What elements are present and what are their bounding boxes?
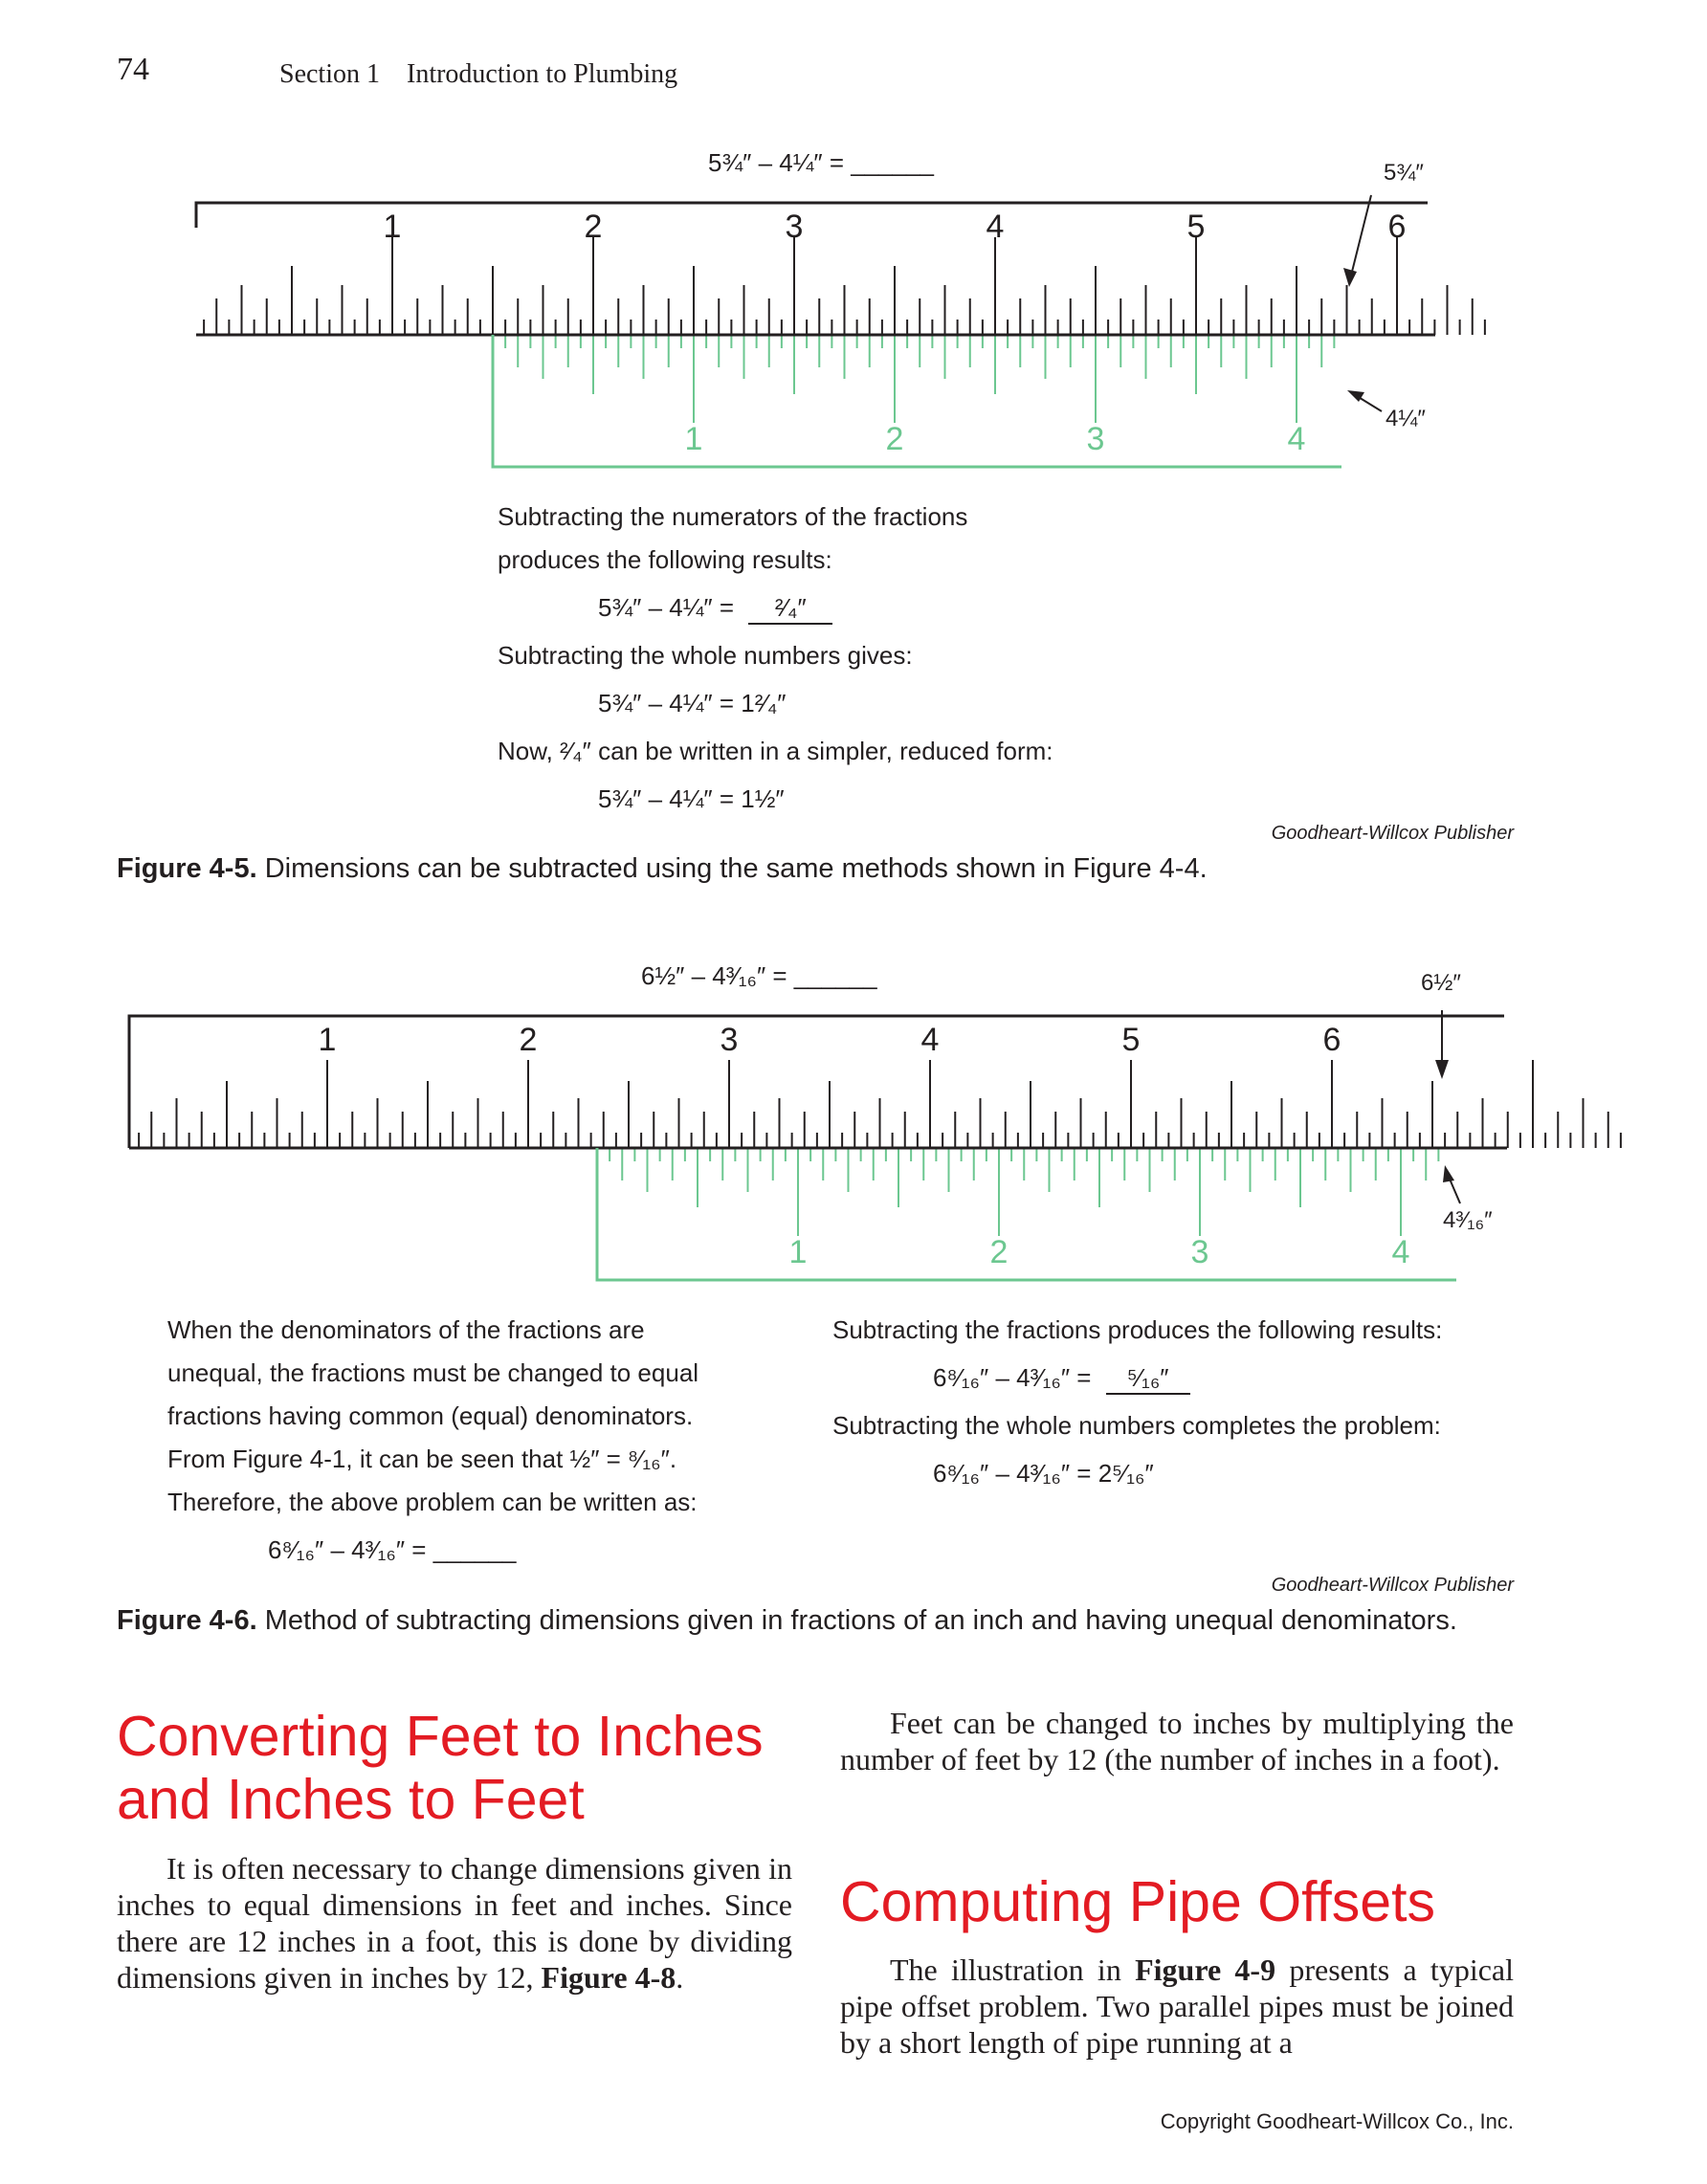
- fig46-bottom-ruler-number: 3: [1190, 1234, 1209, 1270]
- fig46-right-eq1-answer: ⁵⁄₁₆″: [1106, 1363, 1190, 1395]
- section1-p1-end: .: [676, 1960, 684, 1995]
- section2-p-end: presents a typical pipe offset problem. Two parallel pipes must be joined by a short length of pipe running at a: [840, 1952, 1515, 2060]
- fig46-bottom-ruler-number: 1: [788, 1234, 808, 1270]
- fig45-eq2: 5¾″ – 4¼″ = 1²⁄₄″: [598, 689, 787, 717]
- fig46-left-eq: 6⁸⁄₁₆″ – 4³⁄₁₆″ = ______: [268, 1535, 517, 1564]
- fig45-top-ruler-number: 6: [1387, 209, 1407, 245]
- fig45-eq1-left: 5¾″ – 4¼″ =: [598, 593, 735, 622]
- fig46-top-ruler-number: 2: [519, 1022, 538, 1058]
- fig46-right-eq1-left: 6⁸⁄₁₆″ – 4³⁄₁₆″ =: [933, 1363, 1092, 1392]
- section1-paragraph2: [840, 1705, 1514, 1777]
- section2-p-start: The illustration in: [890, 1952, 1136, 1987]
- fig46-top-ruler-number: 4: [920, 1022, 940, 1058]
- fig46-arrowhead-bottom: [1443, 1165, 1454, 1182]
- fig45-note3: Subtracting the whole numbers gives:: [498, 641, 913, 670]
- fig46-caption-text: Method of subtracting dimensions given in fractions of an inch and having unequal denominators.: [256, 1605, 1457, 1636]
- fig45-label-bottom: 4¼″: [1386, 406, 1426, 431]
- section2-figure-ref: Figure 4-9: [1135, 1952, 1276, 1987]
- fig46-top-ruler-number: 1: [318, 1022, 337, 1058]
- fig46-bottom-ruler-number: 4: [1391, 1234, 1410, 1270]
- fig46-arrowhead-top: [1435, 1060, 1449, 1079]
- fig46-caption: [117, 1605, 1457, 1637]
- fig46-left-note4: From Figure 4-1, it can be seen that ½″ = ⁸⁄₁₆″.: [167, 1445, 677, 1473]
- fig45-credit: Goodheart-Willcox Publisher: [1271, 823, 1514, 844]
- fig45-top-ruler-number: 5: [1186, 209, 1206, 245]
- section2-heading: Computing Pipe Offsets: [840, 1870, 1436, 1933]
- fig46-top-ruler-number: 5: [1121, 1022, 1141, 1058]
- fig45-bottom-ruler-number: 3: [1086, 421, 1105, 457]
- fig45-bottom-ruler-number: 2: [885, 421, 904, 457]
- fig46-right-eq1: [933, 1363, 1190, 1395]
- section1-p1-figure-ref: Figure 4-8: [541, 1960, 676, 1995]
- fig45-note2: produces the following results:: [498, 545, 832, 574]
- fig46-credit: Goodheart-Willcox Publisher: [1271, 1575, 1514, 1596]
- fig46-right-note2: Subtracting the whole numbers completes the problem:: [832, 1411, 1441, 1440]
- fig45-caption-text: Dimensions can be subtracted using the same methods shown in Figure 4-4.: [256, 853, 1208, 884]
- fig45-eq1-answer: ²⁄₄″: [748, 593, 832, 625]
- fig46-label-bottom: 4³⁄₁₆″: [1443, 1207, 1493, 1233]
- fig45-caption-label: Figure 4-5.: [117, 853, 257, 884]
- fig45-problem: 5¾″ – 4¼″ = ______: [708, 148, 934, 177]
- section1-heading: [117, 1705, 764, 1831]
- fig45-top-ruler-number: 3: [785, 209, 804, 245]
- fig45-bottom-ruler-number: 4: [1287, 421, 1306, 457]
- fig46-left-note5: Therefore, the above problem can be written as:: [167, 1488, 698, 1516]
- fig46-left-note2: unequal, the fractions must be changed to equal: [167, 1358, 699, 1387]
- fig46-problem: 6½″ – 4³⁄₁₆″ = ______: [641, 961, 877, 990]
- fig46-caption-label: Figure 4-6.: [117, 1605, 257, 1636]
- fig46-top-ruler-number: 3: [720, 1022, 739, 1058]
- section1-heading-line2: and Inches to Feet: [117, 1768, 585, 1831]
- fig46-top-ruler-number: 6: [1322, 1022, 1341, 1058]
- running-head-section: Section 1: [279, 59, 380, 89]
- page-number: 74: [117, 52, 149, 87]
- fig46-bottom-ruler-frame: [597, 1148, 1456, 1280]
- section1-p1-text: It is often necessary to change dimensions given in inches to equal dimensions in feet and inches. Since there are 12 inches in a foot, this is done by dividing dimensions given in inches by 12,: [117, 1851, 792, 1995]
- section1-p2-text: Feet can be changed to inches by multiplying the number of feet by 12 (the number of inches in a foot).: [840, 1706, 1514, 1776]
- fig45-top-ruler-number: 2: [584, 209, 603, 245]
- section1-heading-line1: Converting Feet to Inches: [117, 1705, 764, 1768]
- fig45-note1: Subtracting the numerators of the fractions: [498, 502, 968, 531]
- fig46-left-note1: When the denominators of the fractions are: [167, 1315, 645, 1344]
- fig45-top-ruler-number: 4: [986, 209, 1005, 245]
- fig45-eq3: 5¾″ – 4¼″ = 1½″: [598, 784, 785, 813]
- fig45-top-ruler-number: 1: [383, 209, 402, 245]
- running-head-title: Introduction to Plumbing: [407, 59, 678, 89]
- fig46-right-note1: Subtracting the fractions produces the following results:: [832, 1315, 1443, 1344]
- fig46-bottom-ruler-number: 2: [989, 1234, 1009, 1270]
- fig45-bottom-ruler-number: 1: [684, 421, 703, 457]
- copyright-footer: Copyright Goodheart-Willcox Co., Inc.: [1160, 2109, 1514, 2133]
- fig45-note4: Now, ²⁄₄″ can be written in a simpler, reduced form:: [498, 737, 1053, 765]
- fig45-label-top: 5¾″: [1384, 160, 1424, 186]
- fig46-right-eq2: 6⁸⁄₁₆″ – 4³⁄₁₆″ = 2⁵⁄₁₆″: [933, 1459, 1154, 1488]
- fig46-label-top: 6½″: [1421, 970, 1461, 996]
- section2-paragraph: [840, 1952, 1514, 2061]
- section1-paragraph1: [117, 1850, 792, 1996]
- fig46-left-note3: fractions having common (equal) denominators.: [167, 1401, 694, 1430]
